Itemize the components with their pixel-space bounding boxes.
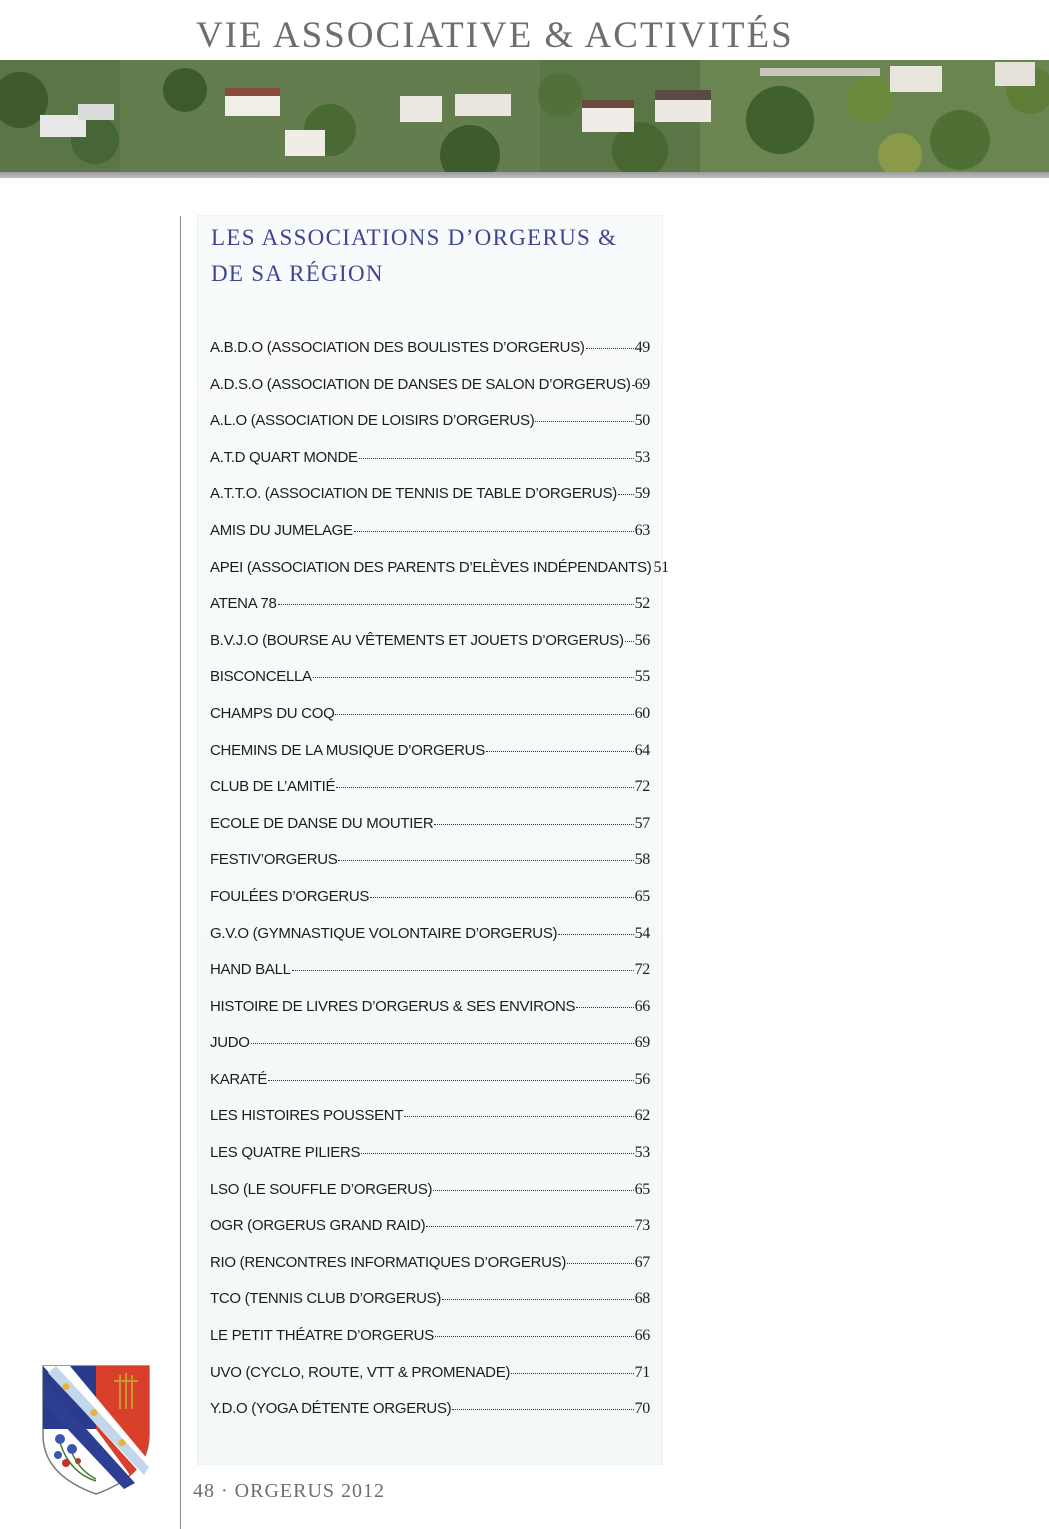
- toc-entry: [210, 1281, 650, 1318]
- margin-rule: [180, 216, 181, 1529]
- toc-entry-label: AMIS DU JUMELAGE: [210, 521, 353, 539]
- toc-entry-label: CHEMINS DE LA MUSIQUE D’ORGERUS: [210, 741, 485, 759]
- toc-entry-page: 54: [634, 924, 650, 942]
- toc-entry-page: 49: [634, 339, 650, 356]
- toc-entry-label: TCO (TENNIS CLUB D’ORGERUS): [210, 1290, 442, 1308]
- toc-entry: [210, 1391, 650, 1428]
- toc-entry-label: A.T.D QUART MONDE: [210, 448, 358, 466]
- toc-entry: [210, 1318, 650, 1355]
- page-footer: [193, 1480, 385, 1503]
- toc-dot-leader: [370, 896, 633, 898]
- toc-title-line2: DE SA RÉGION: [211, 261, 384, 286]
- toc-dot-leader: [404, 1115, 633, 1117]
- toc-dot-leader: [426, 1225, 633, 1227]
- toc-entry-label: ECOLE DE DANSE DU MOUTIER: [210, 814, 434, 832]
- toc-entry: [210, 1135, 650, 1172]
- toc-entry-label: HISTOIRE DE LIVRES D’ORGERUS & SES ENVIRONS: [210, 997, 576, 1015]
- toc-dot-leader: [313, 676, 634, 678]
- toc-entry: [210, 806, 650, 843]
- page-number: 48: [193, 1480, 215, 1502]
- toc-entry: [210, 842, 650, 879]
- toc-entry-label: A.B.D.O (ASSOCIATION DES BOULISTES D’ORGERUS): [210, 339, 585, 356]
- toc-entry-page: 58: [634, 851, 650, 869]
- toc-dot-leader: [278, 603, 634, 605]
- toc-entry-label: Y.D.O (YOGA DÉTENTE ORGERUS): [210, 1400, 452, 1418]
- toc-entry: [210, 1098, 650, 1135]
- toc-entry-page: 71: [634, 1363, 650, 1381]
- toc-entry-label: JUDO: [210, 1034, 250, 1052]
- toc-dot-leader: [618, 493, 634, 495]
- toc-entry-page: 51: [653, 558, 669, 576]
- toc-entry-page: 59: [634, 485, 650, 503]
- toc-dot-leader: [434, 823, 633, 825]
- aerial-village-photo: [0, 60, 1049, 178]
- toc-entry-page: 55: [634, 668, 650, 686]
- toc-entry: [210, 476, 650, 513]
- toc-entry: [210, 769, 650, 806]
- toc-dot-leader: [338, 859, 633, 861]
- toc-entry: [210, 879, 650, 916]
- toc-dot-leader: [354, 530, 634, 532]
- toc-entry: [210, 623, 650, 660]
- toc-entry-page: 65: [634, 1180, 650, 1198]
- toc-dot-leader: [558, 933, 633, 935]
- toc-entry: [210, 550, 669, 587]
- toc-entry-page: 67: [634, 1253, 650, 1271]
- toc-entry-label: A.T.T.O. (ASSOCIATION DE TENNIS DE TABLE D’ORGERUS): [210, 485, 617, 503]
- footer-separator: ·: [221, 1480, 229, 1502]
- toc-entry: [210, 989, 650, 1026]
- toc-dot-leader: [361, 1152, 633, 1154]
- toc-dot-leader: [268, 1079, 633, 1081]
- toc-dot-leader: [535, 420, 633, 422]
- toc-entry-label: CLUB DE L’AMITIÉ: [210, 778, 336, 796]
- toc-entry-label: FESTIV’ORGERUS: [210, 851, 338, 869]
- toc-entry: [210, 733, 650, 770]
- toc-entry-label: ATENA 78: [210, 595, 277, 613]
- toc-entry-page: 56: [634, 1070, 650, 1088]
- toc-dot-leader: [359, 457, 634, 459]
- toc-entry: [210, 1172, 650, 1209]
- toc-entry-label: CHAMPS DU COQ: [210, 704, 335, 722]
- toc-entry: [210, 586, 650, 623]
- toc-entry-label: BISCONCELLA: [210, 668, 312, 686]
- toc-title: [211, 220, 631, 292]
- toc-dot-leader: [433, 1189, 633, 1191]
- toc-entry-page: 62: [634, 1107, 650, 1125]
- toc-entry: [210, 659, 650, 696]
- toc-entry: [210, 367, 650, 404]
- toc-entry-page: 72: [634, 778, 650, 796]
- publication-name: ORGERUS 2012: [234, 1480, 386, 1502]
- toc-dot-leader: [442, 1298, 634, 1300]
- toc-entry-page: 53: [634, 448, 650, 466]
- toc-entry: [210, 1208, 650, 1245]
- toc-entry: [210, 1355, 650, 1392]
- toc-entry: [210, 1062, 650, 1099]
- toc-entry-page: 66: [634, 1327, 650, 1345]
- toc-entry-label: RIO (RENCONTRES INFORMATIQUES D’ORGERUS): [210, 1253, 567, 1271]
- toc-entry-label: G.V.O (GYMNASTIQUE VOLONTAIRE D’ORGERUS): [210, 924, 558, 942]
- coat-of-arms-icon: [40, 1363, 152, 1497]
- toc-dot-leader: [586, 347, 634, 349]
- toc-entry-label: A.L.O (ASSOCIATION DE LOISIRS D’ORGERUS): [210, 412, 535, 430]
- toc-entry-label: LES HISTOIRES POUSSENT: [210, 1107, 404, 1125]
- toc-entry-label: LE PETIT THÉATRE D’ORGERUS: [210, 1327, 434, 1345]
- toc-entry-page: 57: [634, 814, 650, 832]
- toc-title-line1: LES ASSOCIATIONS D’ORGERUS &: [211, 225, 618, 250]
- toc-entry-label: APEI (ASSOCIATION DES PARENTS D’ELÈVES INDÉPENDANTS): [210, 558, 652, 576]
- toc-dot-leader: [576, 1006, 633, 1008]
- toc-dot-leader: [335, 713, 633, 715]
- toc-dot-leader: [435, 1335, 634, 1337]
- toc-entry-page: 50: [634, 412, 650, 430]
- toc-dot-leader: [486, 750, 634, 752]
- toc-entry-page: 63: [634, 521, 650, 539]
- toc-entry-label: LES QUATRE PILIERS: [210, 1144, 361, 1162]
- toc-entry: [210, 916, 650, 953]
- toc-dot-leader: [511, 1372, 634, 1374]
- toc-dot-leader: [567, 1262, 634, 1264]
- toc-entry-label: A.D.S.O (ASSOCIATION DE DANSES DE SALON D’ORGERUS): [210, 375, 631, 393]
- toc-dot-leader: [251, 1042, 634, 1044]
- aerial-photo-illustration: [0, 60, 1049, 178]
- toc-entry-page: 69: [634, 375, 650, 393]
- toc-entry: [210, 513, 650, 550]
- toc-entry-page: 69: [634, 1034, 650, 1052]
- toc-dot-leader: [632, 384, 634, 386]
- toc-entry-page: 52: [634, 595, 650, 613]
- toc-entry-page: 65: [634, 887, 650, 905]
- section-title: VIE ASSOCIATIVE & ACTIVITÉS: [196, 15, 794, 56]
- toc-entry-label: FOULÉES D’ORGERUS: [210, 887, 370, 905]
- toc-entry-label: UVO (CYCLO, ROUTE, VTT & PROMENADE): [210, 1363, 511, 1381]
- toc-entry-label: OGR (ORGERUS GRAND RAID): [210, 1217, 426, 1235]
- toc-entry-label: LSO (LE SOUFFLE D’ORGERUS): [210, 1180, 433, 1198]
- toc-list: [210, 330, 669, 1428]
- toc-dot-leader: [292, 969, 634, 971]
- toc-entry-label: B.V.J.O (BOURSE AU VÊTEMENTS ET JOUETS D’ORGERUS): [210, 631, 624, 649]
- toc-entry: [210, 1025, 650, 1062]
- toc-dot-leader: [336, 786, 633, 788]
- toc-entry: [210, 1245, 650, 1282]
- toc-entry: [210, 330, 650, 367]
- toc-entry: [210, 403, 650, 440]
- toc-entry-page: 60: [634, 704, 650, 722]
- toc-dot-leader: [625, 640, 634, 642]
- toc-entry-page: 53: [634, 1144, 650, 1162]
- toc-entry: [210, 440, 650, 477]
- toc-entry-label: KARATÉ: [210, 1070, 268, 1088]
- toc-entry-page: 64: [634, 741, 650, 759]
- toc-dot-leader: [452, 1408, 633, 1410]
- toc-entry-page: 72: [634, 961, 650, 979]
- toc-entry: [210, 952, 650, 989]
- toc-entry-page: 68: [634, 1290, 650, 1308]
- toc-entry-page: 70: [634, 1400, 650, 1418]
- toc-entry-page: 56: [634, 631, 650, 649]
- toc-entry-page: 73: [634, 1217, 650, 1235]
- toc-entry-page: 66: [634, 997, 650, 1015]
- toc-entry: [210, 696, 650, 733]
- toc-entry-label: HAND BALL: [210, 961, 291, 979]
